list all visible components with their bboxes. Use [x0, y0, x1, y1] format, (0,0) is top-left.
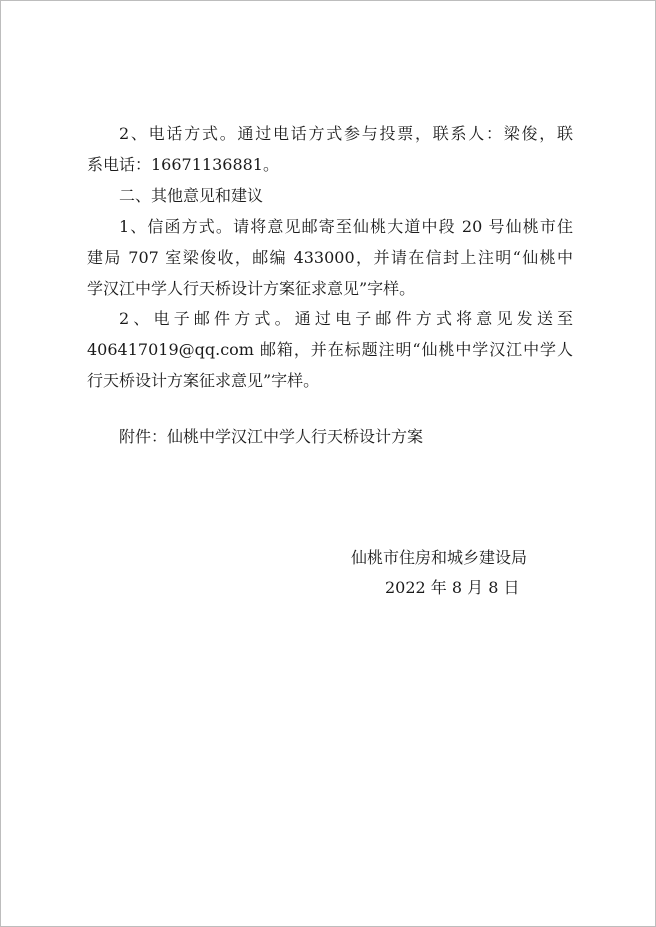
paragraph-line: 2、电话方式。通过电话方式参与投票，联系人：梁俊，联: [119, 124, 573, 143]
paragraph-line: 1、信函方式。请将意见邮寄至仙桃大道中段 20 号仙桃市住: [119, 217, 573, 236]
paragraph-phone-method: [87, 118, 573, 180]
paragraph-line: 2、电子邮件方式。通过电子邮件方式将意见发送至: [119, 309, 573, 328]
section-heading-text: 二、其他意见和建议: [119, 186, 264, 205]
signature-date: 2022 年 8 月 8 日: [385, 578, 520, 597]
signature-organization: 仙桃市住房和城乡建设局: [351, 548, 528, 567]
paragraph-letter-method: [87, 211, 573, 304]
attachment-note: 附件：仙桃中学汉江中学人行天桥设计方案: [119, 427, 424, 446]
section-heading-other-opinions: [87, 180, 573, 211]
paragraph-line: 行天桥设计方案征求意见”字样。: [87, 371, 320, 390]
paragraph-email-method: [87, 303, 573, 396]
paragraph-line: 系电话：16671136881。: [87, 155, 279, 174]
paragraph-line: 406417019@qq.com 邮箱，并在标题注明“仙桃中学汉江中学人: [87, 340, 573, 359]
paragraph-line: 学汉江中学人行天桥设计方案征求意见”字样。: [87, 279, 416, 298]
paragraph-line: 建局 707 室梁俊收，邮编 433000，并请在信封上注明“仙桃中: [87, 248, 573, 267]
